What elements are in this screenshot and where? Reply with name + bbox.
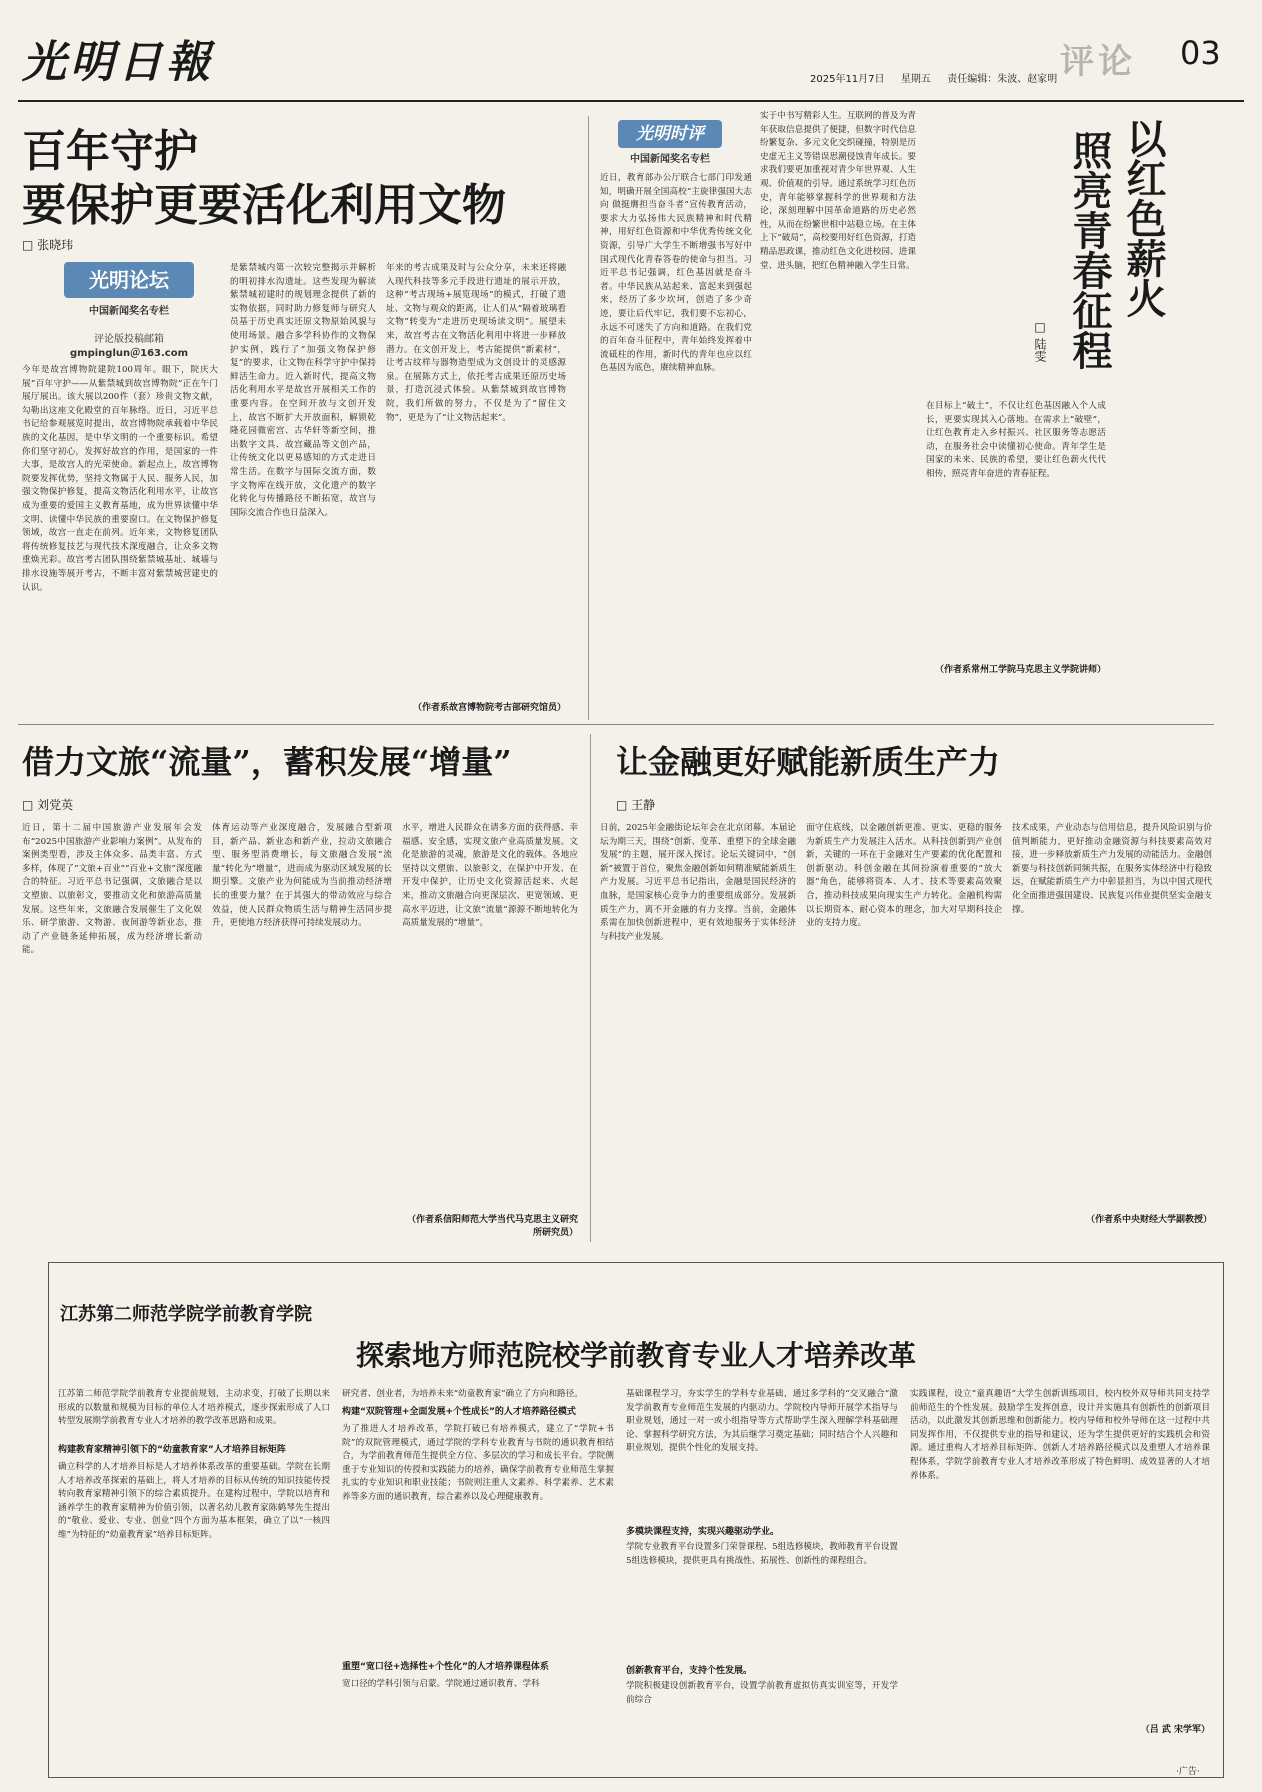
a3-signature: （作者系信阳师范大学当代马克思主义研究所研究员） <box>406 1215 578 1238</box>
header-rule <box>18 100 1244 102</box>
ad-col3 <box>626 1388 898 1772</box>
a4-col3: 技术成果，产业动态与信用信息，提升风险识别与价值判断能力，更好推动金融资源与科技要素高效对接，进一步释放新质生产力发展的动能活力。金融创新要与科技创新同频共振，在服务实体经济中行稳致远，在赋能新质生产力中彰显担当，为以中国式现代化全面推进强国建设、民族复兴伟业提供坚实金融支撑。 <box>1012 823 1212 915</box>
ad-col1 <box>58 1388 330 1772</box>
ad-col2-subhead2: 重塑“宽口径+选择性+个性化”的人才培养课程体系 <box>342 1662 549 1672</box>
ad-col2-subhead: 构建“双院管理+全面发展+个性成长”的人才培养路径模式 <box>342 1407 576 1417</box>
editors: 责任编辑：朱波、赵家明 <box>947 74 1058 85</box>
newspaper-masthead: 光明日報 <box>22 37 214 88</box>
weekday: 星期五 <box>900 74 931 85</box>
a2-col1: 近日，教育部办公厅联合七部门印发通知，明确开展全国高校“主旋律强国大志向 做挺膺担当奋斗者”宣传教育活动，要求大力弘扬伟大民族精神和时代精神，用好红色资源和中华优秀传统文化资源，引导广大学生不断增强书写好中国式现代化青春答卷的使命与担当。习近平总书记强调，红色基因就是奋斗者。中华民族从站起来、富起来到强起来，经历了多少坎坷，创造了多少奇迹，要让后代牢记，我们要不忘初心，永远不可迷失了方向和道路。在我们党的百年奋斗征程中，青年始终发挥着中流砥柱的作用，新时代的青年也应以红色基因为底色，赓续精神血脉。 <box>600 173 752 374</box>
ad-label: ·广告· <box>1176 1767 1200 1777</box>
a1-title-line1: 百年守护 <box>22 126 198 177</box>
section-title: 评论 <box>1060 42 1136 82</box>
ad-col4 <box>910 1388 1210 1772</box>
a3-title: 借力文旅“流量”，蓄积发展“增量” <box>22 743 512 781</box>
a4-author: □ 王静 <box>616 796 655 813</box>
ad-col1-intro: 江苏第二师范学院学前教育专业提前规划，主动求变，打破了长期以来形成的以数量和规模为目标的单位人才培养模式，逐步探索形成了人口转型发展期学前教育专业人才培养的教学改革思路和成果。 <box>58 1389 330 1427</box>
a1-author: □ 张晓玮 <box>22 236 73 253</box>
dateline <box>810 70 1057 85</box>
row-divider <box>18 724 1214 725</box>
a4-title: 让金融更好赋能新质生产力 <box>616 743 1001 781</box>
ad-col4-signature: （吕 武 宋学军） <box>1140 1725 1210 1735</box>
a2-author: □ 陆雯 <box>1032 320 1049 362</box>
ad-organization: 江苏第二师范学院学前教育学院 <box>60 1304 312 1325</box>
ad-col1-subhead: 构建教育家精神引领下的“幼童教育家”人才培养目标矩阵 <box>58 1445 286 1455</box>
a1-signature: （作者系故宫博物院考古部研究馆员） <box>412 703 566 713</box>
a1-col3: 年来的考古成果及时与公众分享，未来还将融入现代科技等多元手段进行遗址的展示开放，这种“考古现场+展览现场”的模式，打破了遗址、文物与观众的距离，让人们从“隔着玻璃看文物”转变为“走进历史现场读文明”。展望未来，故宫考古在文物活化利用中将进一步释放潜力。在文创开发上，考古能提供“新素材”，让考古纹样与器物造型成为文创设计的灵感源泉。在展陈方式上，依托考古成果还原历史场景，打造沉浸式体验。从紫禁城到故宫博物院，我们所做的努力，不仅是为了“留住文物”，更是为了“让文物活起来”。 <box>386 263 566 423</box>
a1-column-badge-sub: 中国新闻奖名专栏 <box>89 306 169 317</box>
a2-signature: （作者系常州工学院马克思主义学院讲师） <box>934 665 1106 675</box>
column-divider <box>588 116 589 720</box>
a1-email-label: 评论版投稿邮箱 <box>94 334 164 345</box>
ad-col3-subhead: 多模块课程支持，实现兴趣驱动学业。 <box>626 1527 780 1537</box>
a2-title-line1: 以红色薪火 <box>1120 118 1167 318</box>
ad-col3-body2: 学院专业教育平台设置多门荣誉课程、5组选修模块，教师教育平台设置5组选修模块，提供更具有挑战性、拓展性、创新性的课程组合。 <box>626 1542 898 1566</box>
a2-column-badge: 光明时评 <box>618 120 722 148</box>
a1-email: gmpinglun＠163.com <box>70 348 188 359</box>
ad-title: 探索地方师范院校学前教育专业人才培养改革 <box>355 1339 916 1372</box>
column-divider-2 <box>590 734 591 1242</box>
ad-col3-subhead2: 创新教育平台，支持个性发展。 <box>626 1666 753 1676</box>
a2-col2: 实于中书写精彩人生。互联网的普及为青年获取信息提供了便捷，但数字时代信息纷繁复杂、多元文化交织碰撞，特别是历史虚无主义等错误思潮侵蚀青年成长。要求我们要更加重视对青少年世界观、人生观、价值观的引导。通过系统学习红色历史，青年能够掌握科学的世界观和方法论，深刻理解中国革命道路的历史必然性，从而在纷繁世相中站稳立场。在主体上下“破局”，高校要用好红色资源，打造精品思政课，推动红色文化进校园、进课堂、进头脑，把红色精神融入学生日常。 <box>760 111 916 271</box>
ad-col3-body: 基础课程学习，夯实学生的学科专业基础，通过多学科的“交叉融合”激发学前教育专业师范生发展的内驱动力。学院校内导师开展学术指导与职业规划，通过一对一或小组指导等方式帮助学生深入理解学科基础理论、掌握科学研究方法，为其后继学习奠定基础；同时结合个人兴趣和职业规划，提供个性化的发展支持。 <box>626 1389 898 1454</box>
a2-col3: 在目标上“破土”，不仅让红色基因融入个人成长，更要实现其入心落地。在需求上“破壁”，让红色教育走入乡村振兴、社区服务等志愿活动，在服务社会中读懂初心使命。青年学生是国家的未来、民族的希望，要让红色薪火代代相传，照亮青年奋进的青春征程。 <box>926 401 1106 479</box>
ad-col4-body: 实践课程，设立“童真趣语”大学生创新训练项目，校内校外双导师共同支持学前师范生的个性发展。鼓励学生发挥创意，设计并实施具有创新性的创新项目活动，以此激发其创新思维和创新能力。校内导师和校外导师在这一过程中共同发挥作用，不仅提供专业的指导和建议，还为学生提供更好的实践机会和资源。通过重构人才培养目标矩阵、创新人才培养路径模式以及重塑人才培养课程体系，学院学前教育专业人才培养改革形成了特色鲜明、成效显著的人才培养体系。 <box>910 1389 1210 1481</box>
ad-col2-body2: 宽口径的学科引领与启蒙。学院通过通识教育、学科 <box>342 1679 540 1689</box>
a2-title-line2: 照亮青春征程 <box>1066 130 1113 370</box>
a3-col3: 水平，增进人民群众在请多方面的获得感、幸福感、安全感，实现文旅产业高质量发展。文化是旅游的灵魂，旅游是文化的载体。各地应坚持以文塑旅、以旅彰文，在保护中开发、在开发中保护，让历史文化资源活起来、火起来，推动文旅融合向更深层次、更宽领域、更高水平迈进，让文旅“流量”源源不断地转化为高质量发展的“增量”。 <box>402 823 578 929</box>
a1-column-badge: 光明论坛 <box>64 262 194 298</box>
a3-col1: 近日，第十二届中国旅游产业发展年会发布“2025中国旅游产业影响力案例”。从发布的案例类型看，涉及主体众多、品类丰富、方式多样，体现了“文旅+百业”“百业+文旅”深度融合的特征。习近平总书记强调，文旅融合是以文塑旅、以旅彰文，要推动文化和旅游高质量发展。这些年来，文旅融合发展催生了文化娱乐、研学旅游、文物游、夜间游等新业态，推动了产业链条延伸拓展，成为经济增长新动能。 <box>22 823 202 956</box>
a2-column-badge-sub: 中国新闻奖名专栏 <box>630 154 710 165</box>
a3-col2: 体育运动等产业深度融合，发展融合型新项目，新产品、新业态和新产业，拉动文旅融合型、服务型消费增长，每文旅融合发展“流量”转化为“增量”，进而成为驱动区域发展的长期引擎。文旅产业为何能成为当前推动经济增长的重要力量？在于其强大的带动效应与综合效益，使人民群众物质生活与精神生活同步提升，更使地方经济获得可持续发展动力。 <box>212 823 392 929</box>
ad-col1-body: 确立科学的人才培养目标是人才培养体系改革的重要基础。学院在长期人才培养改革探索的基础上，将人才培养的目标从传统的知识技能传授转向教育家精神引领下的综合素质提升。在建构过程中，学院以培育和涵养学生的教育家精神为价值引领，以著名幼儿教育家陈鹤琴先生提出的“敬业、爱业、专业、创业”四个方面为基本框架，确立了以“一核四维”为特征的“幼童教育家”培养目标矩阵。 <box>58 1462 330 1540</box>
a1-col2: 是紫禁城内第一次较完整揭示并解析的明初排水沟遗址。这些发现为解读紫禁城初建时的规划理念提供了新的实物依据，同时助力修复师与研究人员基于历史真实还原文物原始风貌与使用场景。融合多学科协作的文物保护实例，践行了“加强文物保护修复”的要求，让文物在科学守护中保持鲜活生命力。近入新时代，提高文物活化利用水平是故宫开展相关工作的重要内容。在空间开放与文创开发上，故宫不断扩大开放面积，解锁乾隆花园微密宫、古华轩等新空间，推出数字文具、故宫藏品等文创产品，让传统文化以更易感知的方式走进日常生活。在数字与国际交流方面，数字文物库在线开放，文化遗产的数字化转化与传播路径不断拓宽，故宫与国际交流合作也日益深入。 <box>230 263 376 518</box>
a4-col2: 面守住底线，以金融创新更准、更实、更稳的服务为新质生产力发展注入活水。从科技创新到产业创新，关键的一环在于金融对生产要素的优化配置和创新驱动。科创金融在其间扮演着重要的“放大器”角色，能够将资本、人才、技术等要素高效聚合，推动科技成果向现实生产力转化。金融机构需以长期资本、耐心资本的理念，加大对早期科技企业的支持力度。 <box>806 823 1002 929</box>
a1-col1: 今年是故宫博物院建院100周年。眼下，院庆大展“百年守护——从紫禁城到故宫博物院”正在午门展厅展出。该大展以200件（套）珍贵文物文献，勾勒出这座文化殿堂的百年脉络。近日，习近平总书记给参观展览时提出，故宫博物院承载着中华民族的文化基因，是中华文明的一个重要标识。希望你们坚守初心，发挥好故宫的作用，是国家的一件大事，是故宫人的光荣使命。新起点上，故宫博物院要发挥优势，坚持文物属于人民、服务人民，加强文物保护修复，提高文物活化利用水平，让故宫成为重要的爱国主义教育基地，成为世界读懂中华文明、读懂中华民族的重要窗口。在文物保护修复领域，故宫一直走在前列。近年来，文物修复团队将传统修复技艺与现代技术深度融合，让众多文物重焕光彩。故宫考古团队围绕紫禁城基址、城墙与排水设施等展开考古，不断丰富对紫禁城营建史的认识。 <box>22 365 218 593</box>
a1-title-line2: 要保护更要活化利用文物 <box>22 180 506 231</box>
a3-author: □ 刘党英 <box>22 796 73 813</box>
ad-col2 <box>342 1388 614 1772</box>
ad-col2-intro: 研究者、创业者，为培养未来“幼童教育家”确立了方向和路径。 <box>342 1389 583 1399</box>
page-number: 03 <box>1180 34 1221 72</box>
a4-signature: （作者系中央财经大学副教授） <box>1085 1215 1212 1225</box>
ad-col3-body3: 学院积极建设创新教育平台，设置学前教育虚拟仿真实训室等，开发学前综合 <box>626 1681 898 1705</box>
date: 2025年11月7日 <box>810 74 885 85</box>
a4-col1: 日前，2025年金融街论坛年会在北京闭幕。本届论坛为期三天，围绕“创新、变革、重塑下的全球金融发展”的主题，展开深入探讨。论坛关键词中，“创新”被置于首位，聚焦金融创新如何精准赋能新质生产力发展。习近平总书记指出，金融是国民经济的血脉，是国家核心竞争力的重要组成部分。发展新质生产力，离不开金融的有力支撑。当前，金融体系需在加快创新进程中，更有效地服务于实体经济与科技产业发展。 <box>600 823 796 942</box>
ad-col2-body: 为了推进人才培养改革，学院打破已有培养模式，建立了“学院+书院”的双院管理模式，通过学院的学科专业教育与书院的通识教育相结合，为学前教育师范生提供全方位、多层次的学习和成长平台。学院侧重于专业知识的传授和实践能力的培养，确保学前教育专业师范生掌握扎实的专业知识和职业技能；书院则注重人文素养、科学素养、艺术素养等多方面的通识教育，综合素养以及心理健康教育。 <box>342 1424 614 1502</box>
